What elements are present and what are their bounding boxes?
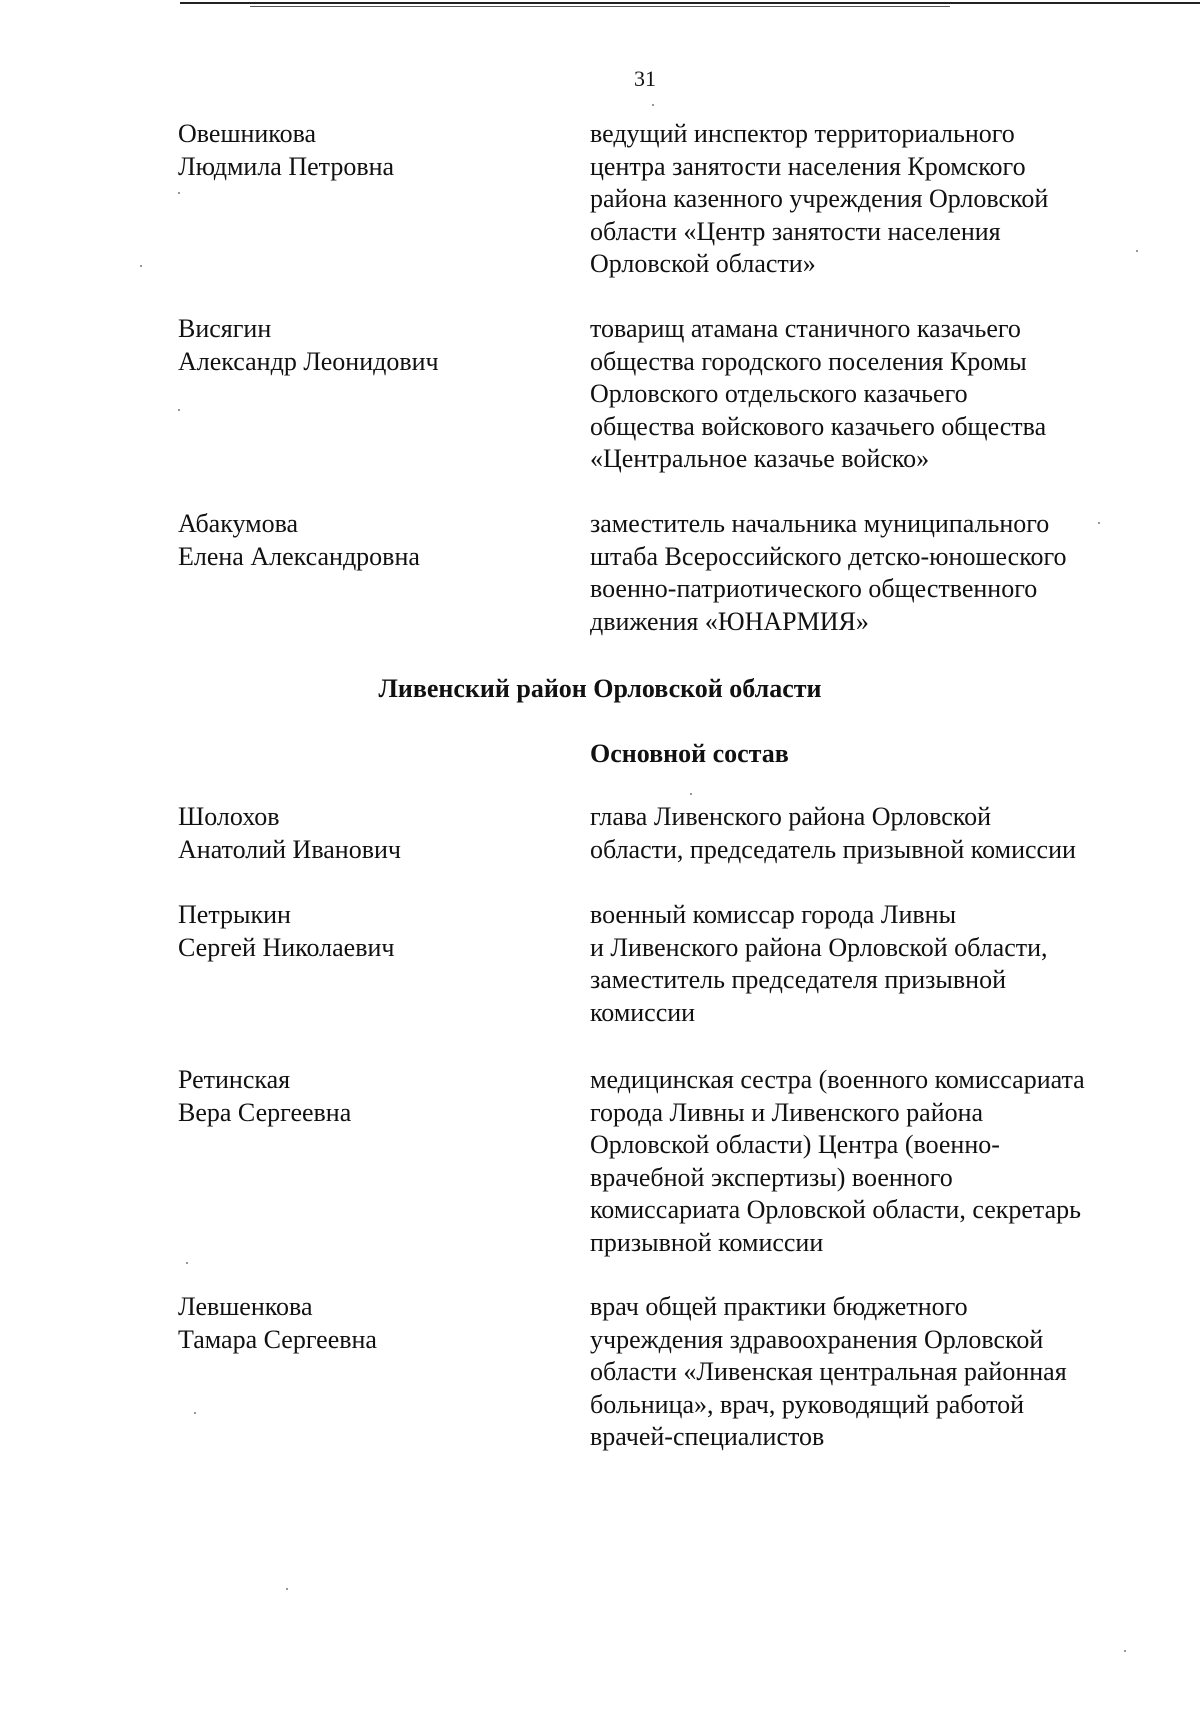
member-name: Абакумова Елена Александровна <box>178 509 420 571</box>
scan-speck <box>178 409 180 411</box>
scan-edge-line <box>180 2 1200 4</box>
member-role: военный комиссар города Ливны и Ливенского района Орловской области, заместитель председателя призывной комиссии <box>590 900 1048 1027</box>
member-name: Левшенкова Тамара Сергеевна <box>178 1292 377 1354</box>
scan-speck <box>1124 1650 1126 1652</box>
member-name: Ретинская Вера Сергеевна <box>178 1065 352 1127</box>
scan-speck <box>690 793 692 795</box>
scan-speck <box>194 1412 196 1414</box>
member-role: заместитель начальника муниципального штаба Всероссийского детско-юношеского военно-патриотического общественного движения «ЮНАРМИЯ» <box>590 509 1067 636</box>
scan-speck <box>652 104 654 106</box>
subsection-title: Основной состав <box>590 739 789 768</box>
member-name: Овешникова Людмила Петровна <box>178 119 395 181</box>
member-role: ведущий инспектор территориального центра занятости населения Кромского района казенного учреждения Орловской области «Центр занятости населения Орловской области» <box>590 119 1049 278</box>
page-number: 31 <box>634 66 656 91</box>
member-name: Висягин Александр Леонидович <box>178 314 439 376</box>
scan-speck <box>186 1262 188 1264</box>
member-role: товарищ атамана станичного казачьего общества городского поселения Кромы Орловского отдельского казачьего общества войскового казачьего общества «Центральное казачье войско» <box>590 314 1047 473</box>
member-role: глава Ливенского района Орловской области, председатель призывной комиссии <box>590 802 1076 864</box>
scan-speck <box>178 192 180 194</box>
section-title: Ливенский район Орловской области <box>378 674 822 703</box>
scan-speck <box>1098 522 1100 524</box>
scan-edge-line <box>250 6 950 7</box>
scan-speck <box>286 1588 288 1590</box>
scan-speck <box>140 265 142 267</box>
scan-speck <box>1136 250 1138 252</box>
member-name: Шолохов Анатолий Иванович <box>178 802 401 864</box>
member-role: врач общей практики бюджетного учреждения здравоохранения Орловской области «Ливенская центральная районная больница», врач, руководящий работой врачей-специалистов <box>590 1292 1067 1451</box>
member-name: Петрыкин Сергей Николаевич <box>178 900 395 962</box>
member-role: медицинская сестра (военного комиссариата города Ливны и Ливенского района Орловской области) Центра (военно- врачебной экспертизы) военного комиссариата Орловской области, секретарь призывной комиссии <box>590 1065 1085 1257</box>
